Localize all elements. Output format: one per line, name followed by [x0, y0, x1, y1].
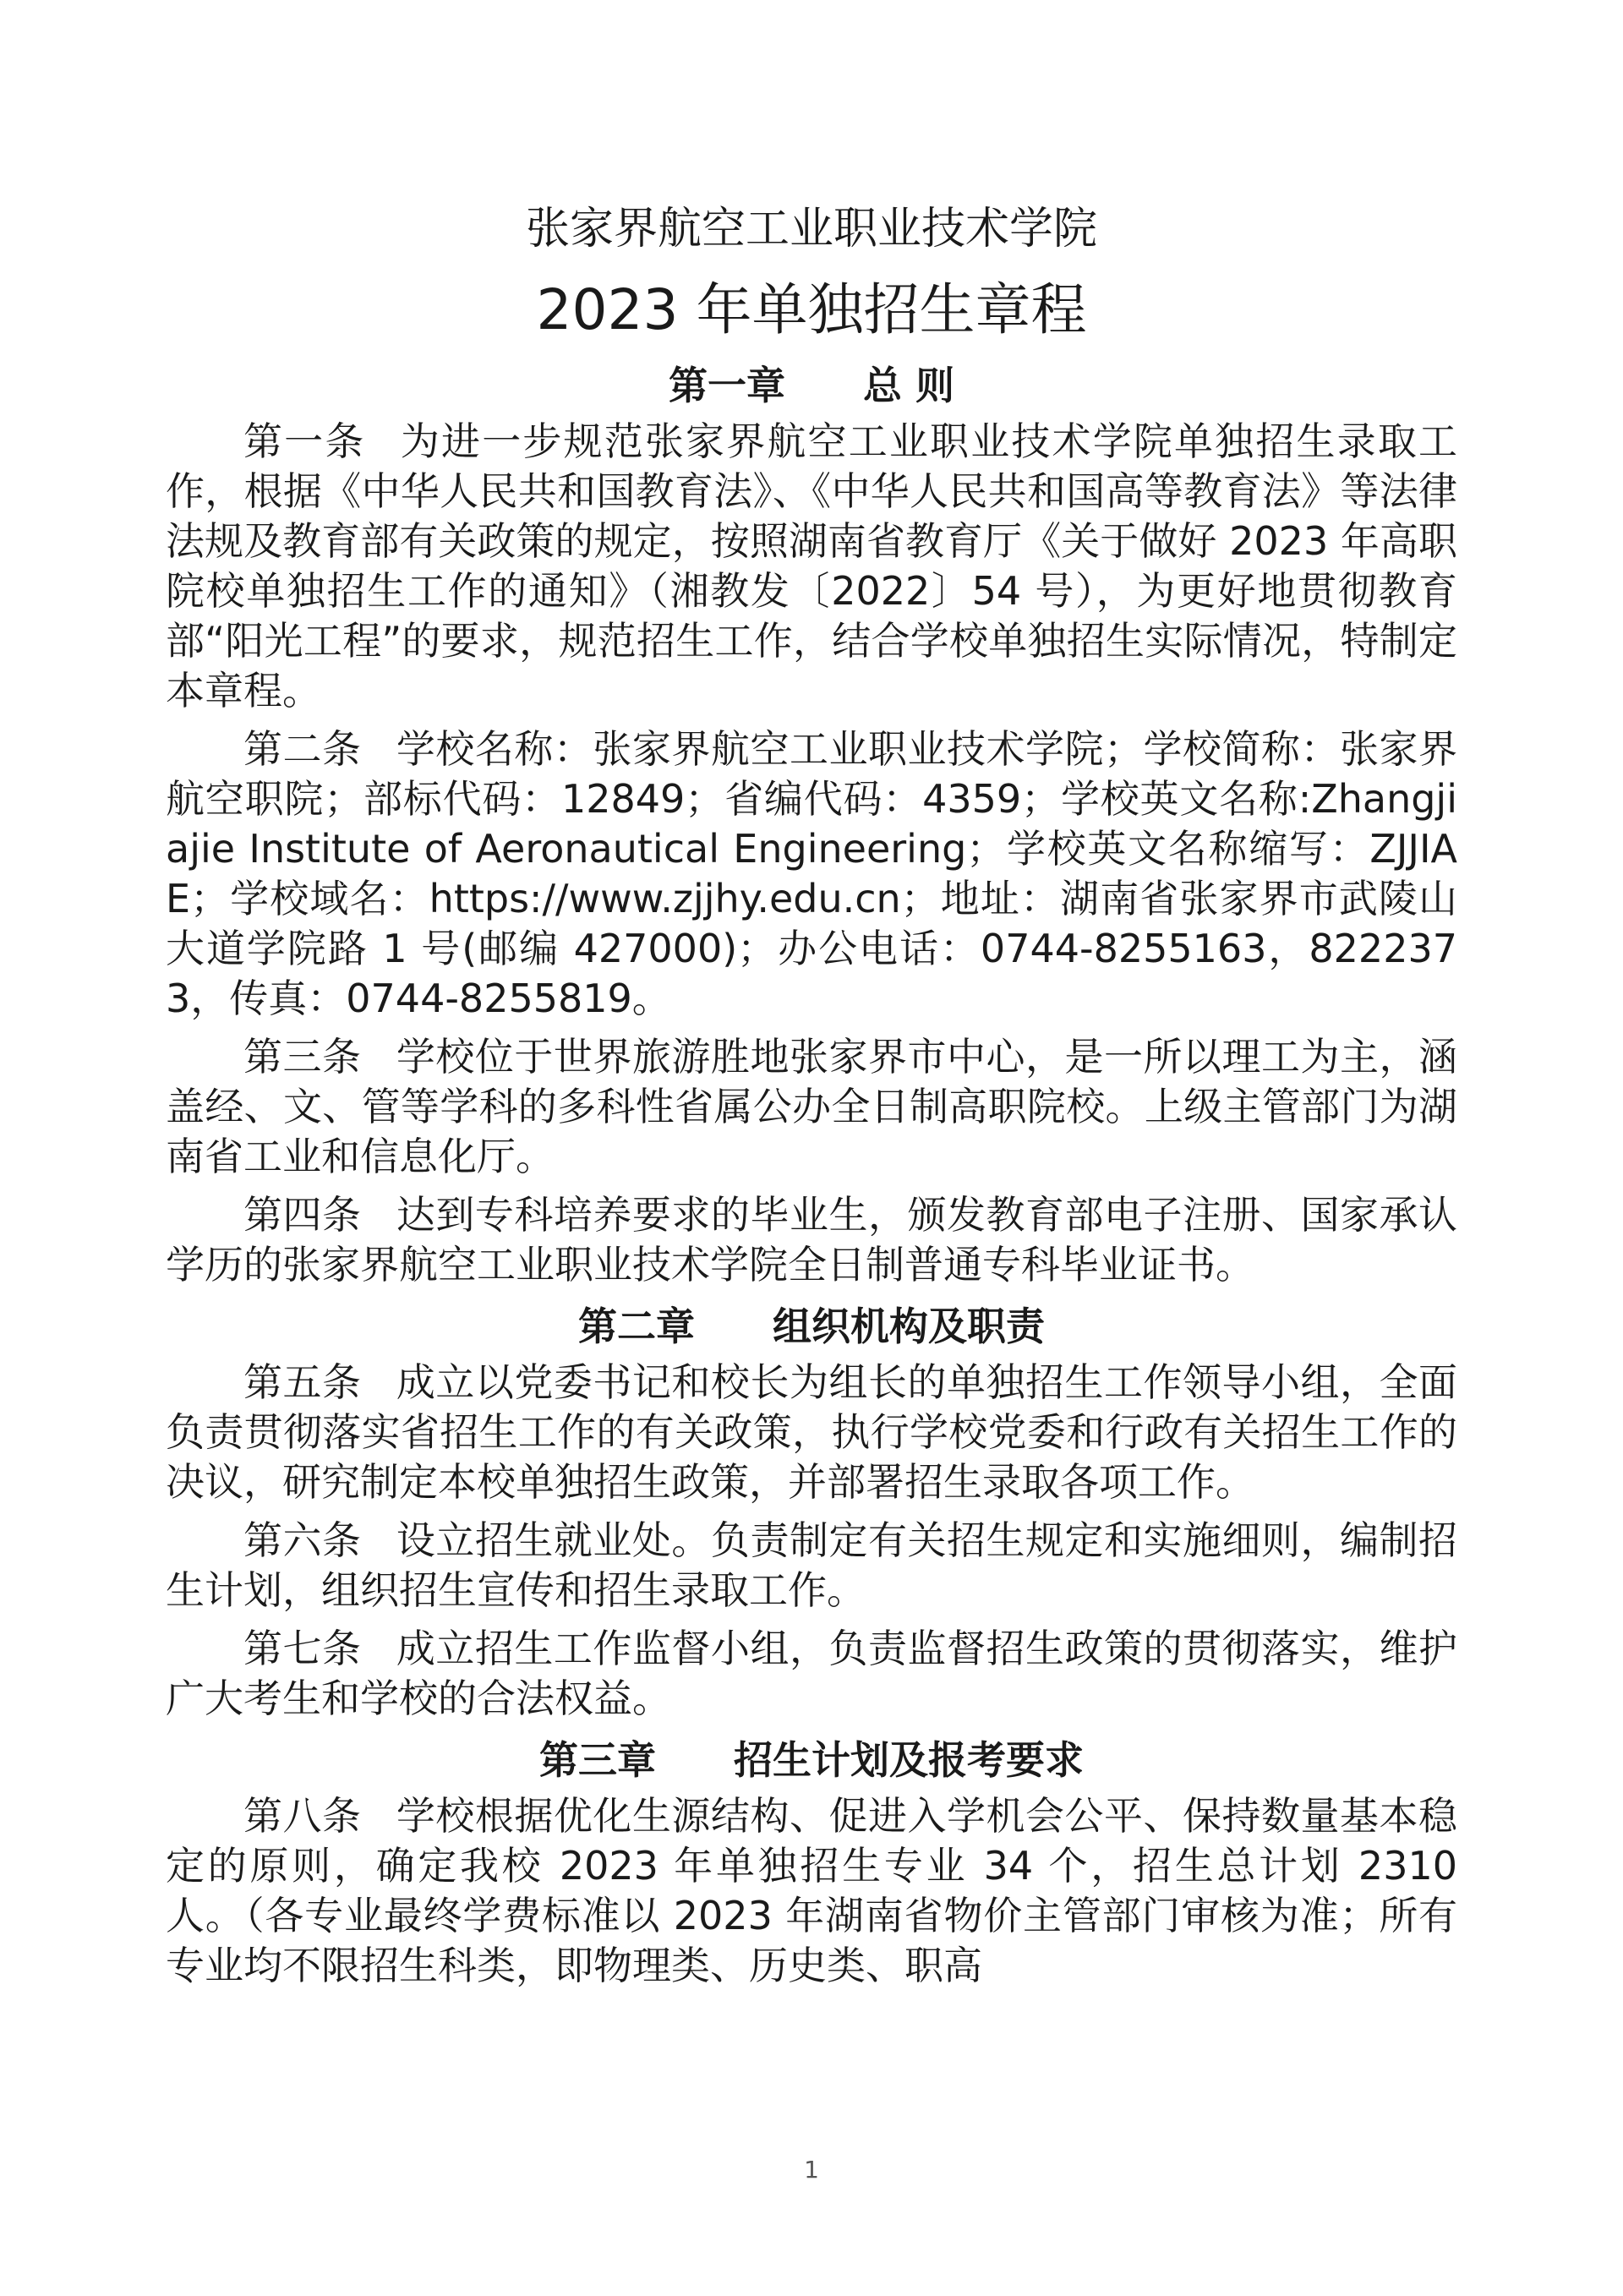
article-number: 第八条 [243, 1793, 362, 1839]
article-text: 成立招生工作监督小组，负责监督招生政策的贯彻落实，维护广大考生和学校的合法权益。 [166, 1626, 1458, 1721]
article-text: 成立以党委书记和校长为组长的单独招生工作领导小组，全面负责贯彻落实省招生工作的有关政策，执行学校党委和行政有关招生工作的决议，研究制定本校单独招生政策，并部署招生录取各项工作。 [166, 1359, 1458, 1505]
article-paragraph [166, 1358, 1457, 1507]
article-text: 达到专科培养要求的毕业生，颁发教育部电子注册、国家承认学历的张家界航空工业职业技术学院全日制普通专科毕业证书。 [166, 1192, 1458, 1287]
article-paragraph [166, 417, 1457, 716]
chapter-heading: 第一章 总 则 [668, 363, 954, 408]
chapter-heading: 第三章 招生计划及报考要求 [539, 1737, 1084, 1783]
article-paragraph [166, 1190, 1457, 1290]
article-number: 第三条 [243, 1034, 362, 1080]
article-number: 第六条 [243, 1517, 362, 1563]
document-title-school: 张家界航空工业职业技术学院 [525, 204, 1097, 254]
article-text: 学校根据优化生源结构、促进入学机会公平、保持数量基本稳定的原则，确定我校 2023 年单独招生专业 34 个，招生总计划 2310 人。（各专业最终学费标准以 2023 年湖南省物价主管部门审核为准；所有专业均不限招生科类，即物理类、历史类、职高 [166, 1793, 1458, 1988]
page-number: 1 [804, 2156, 819, 2184]
article-text: 设立招生就业处。负责制定有关招生规定和实施细则，编制招生计划，组织招生宣传和招生录取工作。 [166, 1517, 1458, 1613]
article-number: 第四条 [243, 1192, 362, 1238]
article-text: 学校位于世界旅游胜地张家界市中心，是一所以理工为主，涵盖经、文、管等学科的多科性省属公办全日制高职院校。上级主管部门为湖南省工业和信息化厅。 [166, 1034, 1458, 1179]
article-paragraph [166, 1032, 1457, 1182]
document-body [166, 190, 1457, 1999]
article-paragraph [166, 1791, 1457, 1991]
article-text: 学校名称：张家界航空工业职业技术学院；学校简称：张家界航空职院；部标代码：12849；省编代码：4359；学校英文名称:Zhangjiajie Institute of Aeronautical Engineering；学校英文名称缩写：ZJJIAE；学校域名：https://www.zjjhy.edu.cn；地址：湖南省张家界市武陵山大道学院路 1 号(邮编 427000)；办公电话：0744-8255163，8222373，传真：0744-8255819。 [166, 726, 1458, 1021]
article-paragraph [166, 724, 1457, 1024]
article-number: 第七条 [243, 1626, 362, 1671]
article-number: 第二条 [243, 726, 362, 772]
article-paragraph [166, 1624, 1457, 1724]
document-title-main: 2023 年单独招生章程 [536, 277, 1087, 342]
article-text: 为进一步规范张家界航空工业职业技术学院单独招生录取工作，根据《中华人民共和国教育法》、《中华人民共和国高等教育法》等法律法规及教育部有关政策的规定，按照湖南省教育厅《关于做好 2023 年高职院校单独招生工作的通知》（湘教发〔2022〕54 号），为更好地贯彻教育部“阳光工程”的要求，规范招生工作，结合学校单独招生实际情况，特制定本章程。 [166, 418, 1458, 713]
article-number: 第五条 [243, 1359, 362, 1405]
chapter-heading: 第二章 组织机构及职责 [578, 1304, 1045, 1349]
article-paragraph [166, 1516, 1457, 1615]
article-number: 第一条 [243, 418, 366, 464]
